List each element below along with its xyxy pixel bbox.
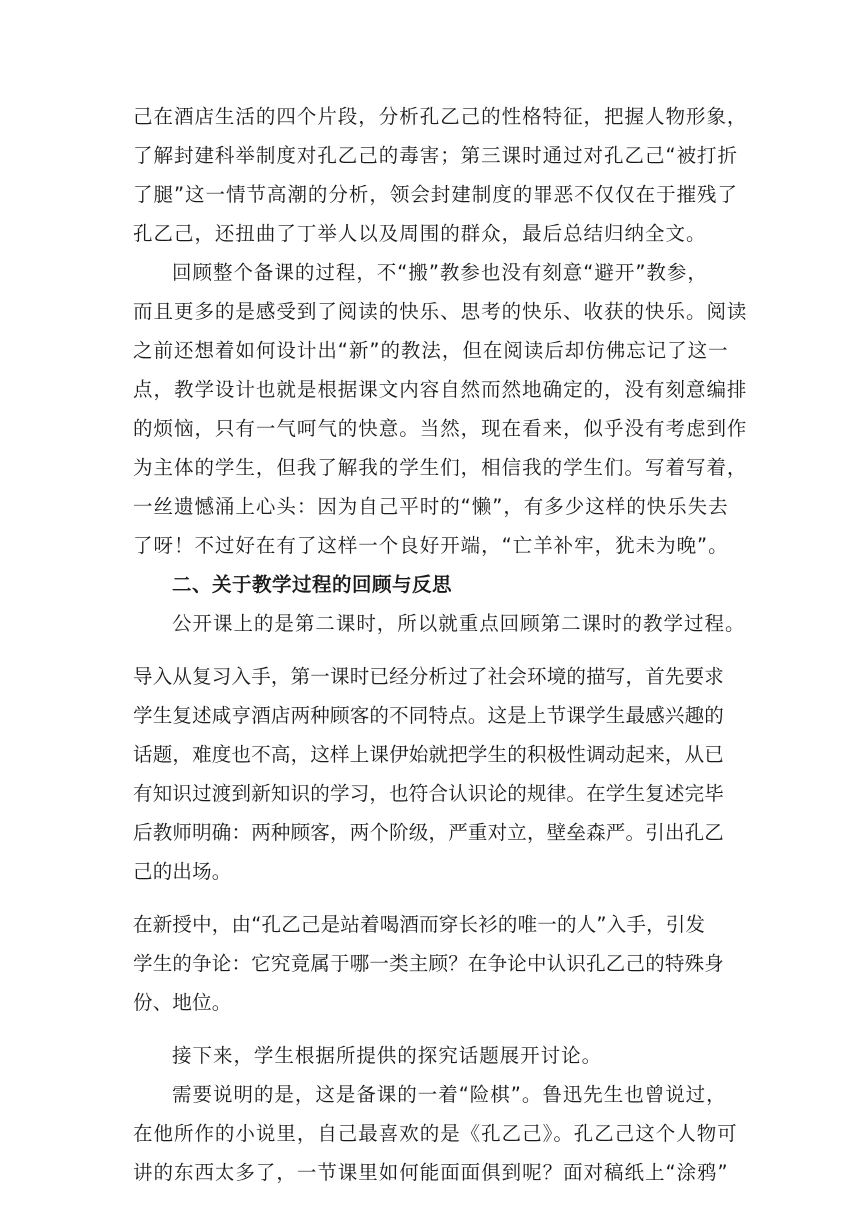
text-line: 了呀！不过好在有了这样一个良好开端，“亡羊补牢，犹未为晚”。 <box>133 534 729 557</box>
text-line: 学生的争论：它究竟属于哪一类主顾？在争论中认识孔乙己的特殊身 <box>133 952 725 975</box>
text-line: 讲的东西太多了，一节课里如何能面面俱到呢？面对稿纸上“涂鸦” <box>133 1161 729 1184</box>
text-line: 有知识过渡到新知识的学习，也符合认识论的规律。在学生复述完毕 <box>133 782 725 805</box>
text-line: 的烦恼，只有一气呵气的快意。当然，现在看来，似乎没有考虑到作 <box>133 417 748 440</box>
text-line: 己的出场。 <box>133 860 232 883</box>
text-line: 份、地位。 <box>133 991 232 1014</box>
text-line: 一丝遗憾涌上心头：因为自己平时的“懒”，有多少这样的快乐失去 <box>133 495 729 518</box>
text-line: 后教师明确：两种顾客，两个阶级，严重对立，壁垒森严。引出孔乙 <box>133 821 725 844</box>
text-line: 学生复述咸亨酒店两种顾客的不同特点。这是上节课学生最感兴趣的 <box>133 704 725 727</box>
text-line: 接下来，学生根据所提供的探究话题展开讨论。 <box>172 1044 603 1067</box>
text-line: 导入从复习入手，第一课时已经分析过了社会环境的描写，首先要求 <box>133 665 725 688</box>
section-heading: 二、关于教学过程的回顾与反思 <box>172 573 453 596</box>
text-line: 己在酒店生活的四个片段，分析孔乙己的性格特征，把握人物形象， <box>133 105 748 128</box>
text-line: 了腿”这一情节高潮的分析，领会封建制度的罪恶不仅仅在于摧残了 <box>133 183 739 206</box>
text-line: 在他所作的小说里，自己最喜欢的是《孔乙己》。孔乙己这个人物可 <box>133 1122 738 1145</box>
text-line: 而且更多的是感受到了阅读的快乐、思考的快乐、收获的快乐。阅读 <box>133 300 748 323</box>
text-line: 在新授中，由“孔乙己是站着喝酒而穿长衫的唯一的人”入手，引发 <box>133 913 706 936</box>
text-line: 为主体的学生，但我了解我的学生们，相信我的学生们。写着写着， <box>133 456 748 479</box>
text-line: 孔乙己，还扭曲了丁举人以及周围的群众，最后总结归纳全文。 <box>133 222 707 245</box>
text-line: 之前还想着如何设计出“新”的教法，但在阅读后却仿佛忘记了这一 <box>133 339 729 362</box>
text-line: 话题，难度也不高，这样上课伊始就把学生的积极性调动起来，从已 <box>133 743 725 766</box>
text-line: 需要说明的是，这是备课的一着“险棋”。鲁迅先生也曾说过， <box>172 1083 727 1106</box>
text-line: 回顾整个备课的过程，不“搬”教参也没有刻意“避开”教参， <box>172 261 708 284</box>
text-line: 了解封建科举制度对孔乙己的毒害；第三课时通过对孔乙己“被打折 <box>133 144 739 167</box>
text-line: 公开课上的是第二课时，所以就重点回顾第二课时的教学过程。 <box>172 612 746 635</box>
text-line: 点，教学设计也就是根据课文内容自然而然地确定的，没有刻意编排 <box>133 378 748 401</box>
